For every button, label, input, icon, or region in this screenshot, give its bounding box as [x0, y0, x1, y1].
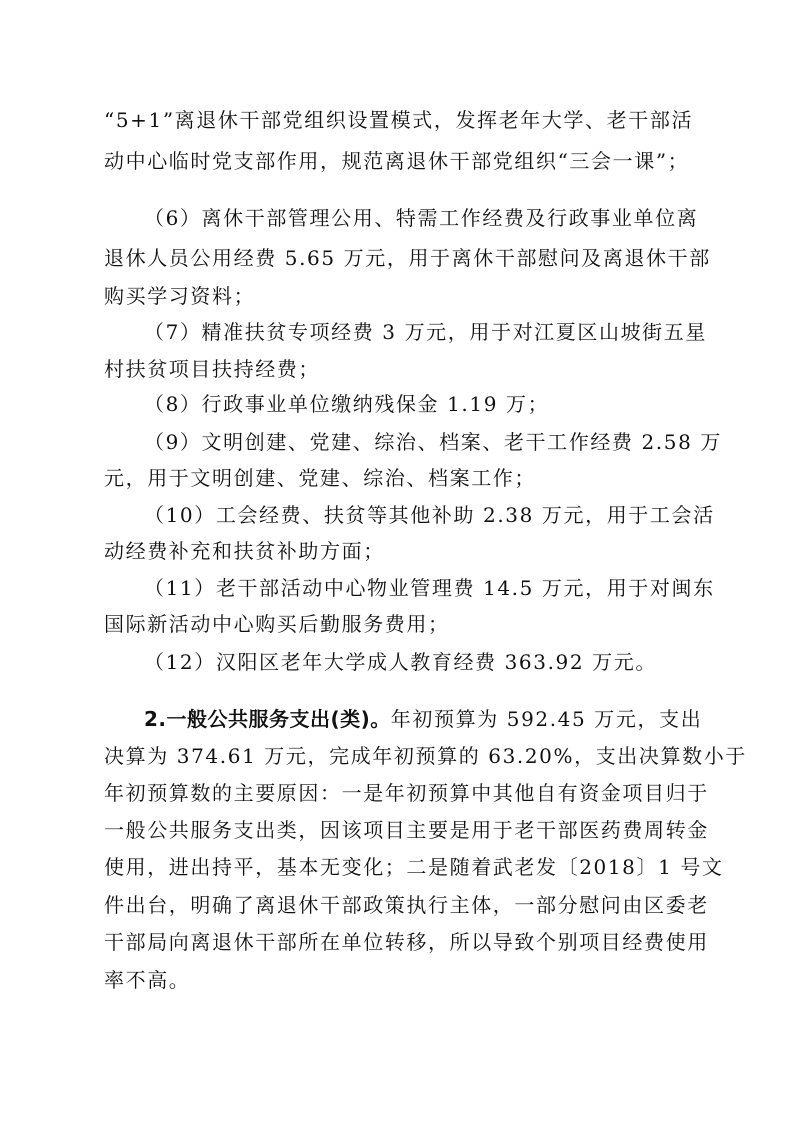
item-6-line-2: 退休人员公用经费 5.65 万元，用于离休干部慰问及离退休干部 [104, 246, 711, 270]
section-2-line-3: 年初预算数的主要原因：一是年初预算中其他自有资金项目归于 [104, 781, 709, 805]
item-7-line-1: （7）精准扶贫专项经费 3 万元，用于对江夏区山坡街五星 [144, 320, 707, 344]
item-9-line-2: 元，用于文明创建、党建、综治、档案工作； [104, 466, 536, 490]
item-11-line-1: （11）老干部活动中心物业管理费 14.5 万元，用于对闽东 [144, 576, 715, 600]
paragraph-intro-line-1: “5+1”离退休干部党组织设置模式，发挥老年大学、老干部活 [104, 108, 694, 132]
item-10-line-2: 动经费补充和扶贫补助方面； [104, 539, 385, 563]
section-2-heading: 2.一般公共服务支出(类)。 [144, 707, 391, 731]
item-11-line-2: 国际新活动中心购买后勤服务费用； [104, 612, 450, 636]
section-2-line-5: 使用，进出持平，基本无变化；二是随着武老发〔2018〕1 号文 [104, 855, 724, 879]
item-9-line-1: （9）文明创建、党建、综治、档案、老干工作经费 2.58 万 [144, 430, 722, 454]
item-7-line-2: 村扶贫项目扶持经费； [104, 357, 320, 381]
section-2-line-1 [144, 707, 702, 731]
item-8-line-1: （8）行政事业单位缴纳残保金 1.19 万； [144, 392, 550, 416]
section-2-line-7: 干部局向离退休干部所在单位转移，所以导致个别项目经费使用 [104, 930, 709, 954]
item-6-line-1: （6）离休干部管理公用、特需工作经费及行政事业单位离 [144, 206, 699, 230]
section-2-first-line-text: 年初预算为 592.45 万元，支出 [390, 707, 703, 731]
paragraph-intro-line-2: 动中心临时党支部作用，规范离退休干部党组织“三会一课”； [104, 149, 690, 173]
item-12-line-1: （12）汉阳区老年大学成人教育经费 363.92 万元。 [144, 650, 657, 674]
item-10-line-1: （10）工会经费、扶贫等其他补助 2.38 万元，用于工会活 [144, 503, 715, 527]
section-2-line-6: 件出台，明确了离退休干部政策执行主体，一部分慰问由区委老 [104, 893, 709, 917]
section-2-line-2: 决算为 374.61 万元，完成年初预算的 63.20%，支出决算数小于 [104, 744, 747, 768]
item-6-line-3: 购买学习资料； [104, 284, 256, 308]
section-2-line-4: 一般公共服务支出类，因该项目主要是用于老干部医药费周转金 [104, 818, 709, 842]
section-2-line-8: 率不高。 [104, 968, 191, 992]
